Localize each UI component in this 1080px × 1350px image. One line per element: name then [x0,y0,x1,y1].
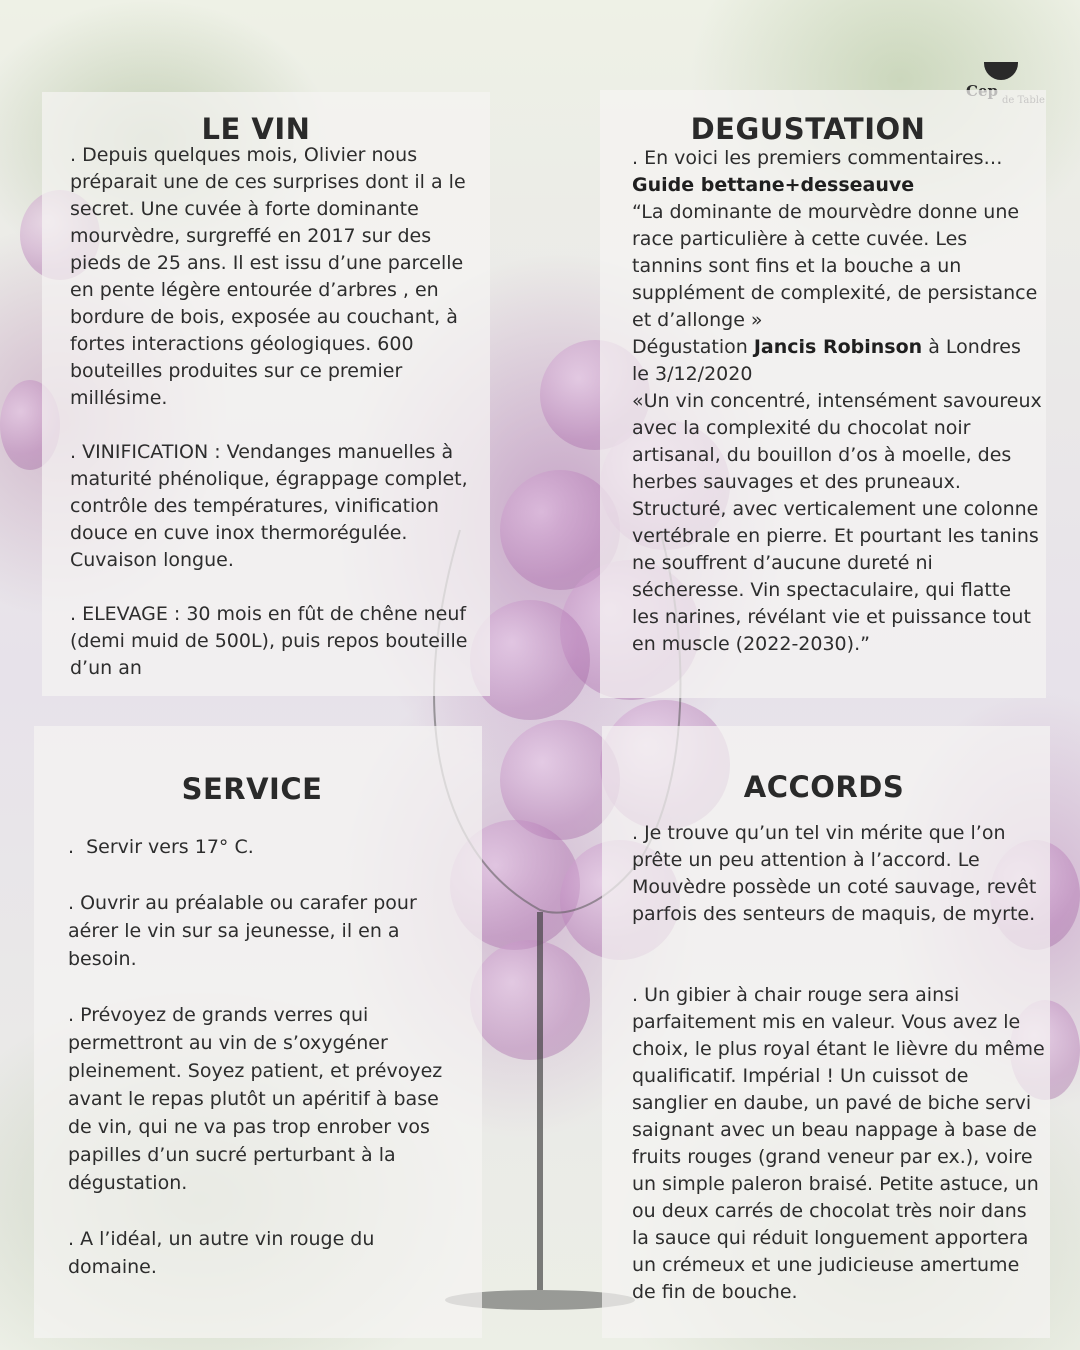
jancis-quote: «Un vin concentré, intensément savoureux avec la complexité du chocolat noir artisanal, du bouillon d’os à moelle, des herbes sauvages et des pruneaux. Structuré, avec verticalement une colonne vertébrale en pierre. Et pourtant les tanins ne souffrent d’aucune dureté ni sécheresse. Vin spectaculaire, qui flatte les narines, révélant vie et puissance tout en muscle (2022-2030).” [632,390,1048,655]
degustation-panel [600,90,1046,698]
service-paragraph-3: . Prévoyez de grands verres qui permettront au vin de s’oxygéner pleinement. Soyez patient, et prévoyez avant le repas plutôt un apéritif à base de vin, qui ne va pas trop enrober vos papilles d’un sucré perturbant à la dégustation. [68,1004,449,1194]
degustation-text [632,145,1048,658]
jancis-source-post: à Londres le 3/12/2020 [632,336,1027,385]
accords-title: ACCORDS [743,770,905,804]
service-paragraph-2: . Ouvrir au préalable ou carafer pour aérer le vin sur sa jeunesse, il en a besoin. [68,892,423,970]
vinification-paragraph: . VINIFICATION : Vendanges manuelles à maturité phénolique, égrappage complet, contrôle des températures, vinification douce en cuve inox thermorégulée. Cuvaison longue. [70,441,474,571]
le-vin-panel [42,92,490,696]
jancis-name: Jancis Robinson [753,336,923,358]
elevage-paragraph: . ELEVAGE : 30 mois en fût de chêne neuf (demi muid de 500L), puis repos bouteille d’un an [70,603,474,679]
accords-panel [602,726,1050,1338]
wine-cup-icon [984,62,1018,80]
le-vin-title: LE VIN [201,112,311,146]
degustation-intro: . En voici les premiers commentaires… [632,147,1003,169]
guide-quote: “La dominante de mourvèdre donne une race particulière à cette cuvée. Les tannins sont fins et la bouche a un supplément de complexité, de persistance et d’allonge » [632,201,1044,331]
service-paragraph-4: . A l’idéal, un autre vin rouge du domaine. [68,1228,381,1278]
le-vin-paragraph-1: . Depuis quelques mois, Olivier nous préparait une de ces surprises dont il a le secret. Une cuvée à forte dominante mourvèdre, surgreffé en 2017 sur des pieds de 25 ans. Il est issu d’une parcelle en pente légère entourée d’arbres , en bordure de bois, exposée au couchant, à fortes interactions géologiques. 600 bouteilles produites sur ce premier millésime. [70,144,472,409]
jancis-source-pre: Dégustation [632,336,754,358]
degustation-title: DEGUSTATION [690,112,926,146]
service-panel [34,726,482,1338]
service-paragraph-1: . Servir vers 17° C. [68,836,254,858]
guide-source: Guide bettane+desseauve [632,174,915,196]
accords-paragraph-1: . Je trouve qu’un tel vin mérite que l’on prête un peu attention à l’accord. Le Mouvèdre possède un coté sauvage, revêt parfois des senteurs de maquis, de myrte. [632,822,1043,925]
accords-paragraph-2: . Un gibier à chair rouge sera ainsi parfaitement mis en valeur. Vous avez le choix, le plus royal étant le lièvre du même qualificatif. Impérial ! Un cuissot de sanglier en daube, un pavé de biche servi saignant avec un beau nappage à base de fruits rouges (grand veneur par ex.), voire un simple paleron braisé. Petite astuce, un ou deux carrés de chocolat très noir dans la sauce qui réduit longuement apportera un crémeux et une judicieuse amertume de fin de bouche. [632,984,1051,1303]
service-title: SERVICE [181,772,323,806]
